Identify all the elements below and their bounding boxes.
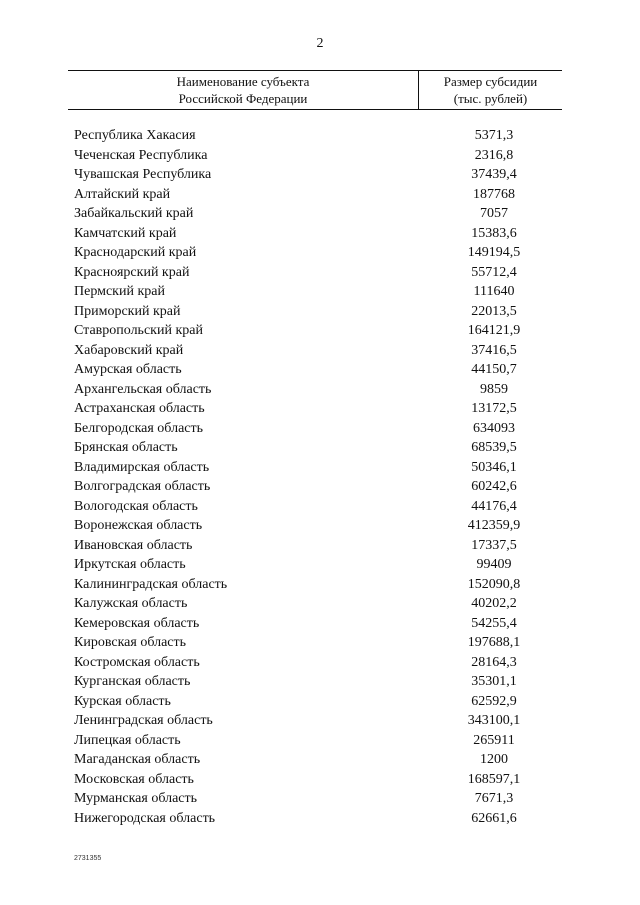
table-row (74, 750, 562, 770)
table-row (74, 438, 562, 458)
subject-name: Воронежская область (74, 518, 203, 533)
table-row (74, 263, 562, 283)
subsidy-amount: 2316,8 (474, 147, 514, 163)
table-row (74, 419, 562, 439)
table-row (74, 399, 562, 419)
subsidy-amount: 7057 (480, 206, 508, 221)
subject-name: Хабаровский край (74, 342, 184, 358)
subject-name: Приморский край (74, 303, 181, 319)
subject-name: Волгоградская область (74, 479, 211, 494)
subsidy-amount: 412359,9 (467, 518, 521, 533)
subsidy-amount: 55712,4 (471, 264, 517, 280)
subsidy-amount: 197688,1 (467, 635, 521, 650)
header-subject-name-line1: Наименование субъекта (176, 74, 310, 89)
table-row (74, 594, 562, 614)
table-row (74, 282, 562, 302)
subsidy-amount: 111640 (473, 284, 515, 299)
table-row (74, 497, 562, 517)
subject-name: Мурманская область (74, 791, 198, 806)
subsidy-amount: 62661,6 (471, 810, 517, 826)
table-row (74, 770, 562, 790)
page-number: 2 (316, 36, 324, 51)
subsidy-amount: 168597,1 (467, 771, 521, 787)
subsidy-amount: 17337,5 (471, 537, 517, 553)
subsidy-amount: 15383,6 (471, 225, 517, 241)
header-subject-name-line2: Российской Федерации (178, 91, 308, 106)
subject-name: Чеченская Республика (74, 147, 208, 163)
subsidy-amount: 28164,3 (471, 654, 517, 670)
subject-name: Республика Хакасия (74, 128, 196, 143)
table-row (74, 516, 562, 536)
header-subject-name (68, 71, 418, 109)
subject-name: Белгородская область (74, 420, 204, 436)
subject-name: Нижегородская область (74, 810, 216, 826)
table-row (74, 243, 562, 263)
subsidy-amount: 40202,2 (471, 596, 517, 611)
subsidy-amount: 37439,4 (471, 167, 517, 182)
subsidy-amount: 13172,5 (471, 401, 517, 416)
table-row (74, 126, 562, 146)
subsidy-amount: 265911 (473, 732, 515, 748)
table-row (74, 224, 562, 244)
subject-name: Калужская область (74, 596, 188, 611)
subject-name: Московская область (74, 771, 194, 787)
subsidy-amount: 1200 (480, 752, 508, 767)
table-row (74, 380, 562, 400)
subject-name: Кемеровская область (74, 615, 200, 631)
subject-name: Камчатский край (74, 225, 177, 241)
subject-name: Чувашская Республика (74, 167, 212, 182)
subsidy-amount: 54255,4 (471, 615, 517, 631)
header-subsidy-amount (419, 71, 562, 109)
subject-name: Калининградская область (74, 576, 228, 592)
subject-name: Костромская область (74, 654, 200, 670)
header-subsidy-amount-line1: Размер субсидии (443, 74, 538, 89)
subsidy-amount: 9859 (480, 381, 508, 397)
subject-name: Ленинградская область (74, 713, 213, 728)
table-row (74, 789, 562, 809)
table-row (74, 731, 562, 751)
subject-name: Липецкая область (74, 732, 181, 748)
subject-name: Владимирская область (74, 459, 210, 475)
subject-name: Курская область (74, 693, 171, 709)
subsidy-amount: 22013,5 (471, 303, 517, 319)
subject-name: Иркутская область (74, 557, 186, 572)
subsidy-amount: 149194,5 (467, 245, 521, 260)
table-row (74, 614, 562, 634)
subsidy-amount: 35301,1 (471, 674, 517, 689)
subsidy-amount: 62592,9 (471, 693, 517, 709)
subsidy-amount: 634093 (473, 420, 515, 436)
table-body (74, 126, 562, 828)
table-row (74, 458, 562, 478)
subsidy-amount: 44150,7 (471, 362, 517, 377)
table-row (74, 185, 562, 205)
table-row (74, 341, 562, 361)
table-row (74, 575, 562, 595)
subject-name: Кировская область (74, 635, 187, 650)
subsidy-amount: 152090,8 (467, 576, 521, 592)
subsidy-amount: 7671,3 (474, 791, 514, 806)
subsidy-amount: 343100,1 (467, 713, 521, 728)
table-row (74, 653, 562, 673)
table-row (74, 360, 562, 380)
subject-name: Красноярский край (74, 264, 190, 280)
subject-name: Ивановская область (74, 537, 193, 553)
subject-name: Магаданская область (74, 752, 201, 767)
subject-name: Алтайский край (74, 186, 171, 202)
table-row (74, 477, 562, 497)
subsidy-amount: 50346,1 (471, 459, 517, 475)
table-row (74, 692, 562, 712)
table-row (74, 536, 562, 556)
subject-name: Архангельская область (74, 381, 212, 397)
subsidy-amount: 60242,6 (471, 479, 517, 494)
subsidy-amount: 187768 (473, 186, 515, 202)
table-row (74, 321, 562, 341)
subsidy-amount: 5371,3 (474, 128, 514, 143)
subsidy-amount: 44176,4 (471, 498, 517, 514)
subsidy-amount: 37416,5 (471, 342, 517, 358)
subject-name: Брянская область (74, 440, 178, 455)
subject-name: Пермский край (74, 284, 165, 299)
subject-name: Астраханская область (74, 401, 205, 416)
subject-name: Курганская область (74, 674, 191, 689)
header-subsidy-amount-line2: (тыс. рублей) (453, 91, 528, 106)
table-row (74, 165, 562, 185)
subject-name: Вологодская область (74, 498, 198, 514)
subject-name: Забайкальский край (74, 206, 194, 221)
document-code: 2731355 (74, 855, 102, 862)
subsidy-amount: 164121,9 (467, 323, 521, 338)
subject-name: Ставропольский край (74, 323, 203, 338)
table-row (74, 809, 562, 829)
table-row (74, 633, 562, 653)
table-row (74, 302, 562, 322)
table-row (74, 672, 562, 692)
subject-name: Амурская область (74, 362, 182, 377)
table-row (74, 204, 562, 224)
table-row (74, 711, 562, 731)
subsidy-amount: 68539,5 (471, 440, 517, 455)
table-header (68, 70, 562, 110)
subsidy-amount: 99409 (476, 557, 512, 572)
subject-name: Краснодарский край (74, 245, 197, 260)
table-row (74, 146, 562, 166)
table-row (74, 555, 562, 575)
